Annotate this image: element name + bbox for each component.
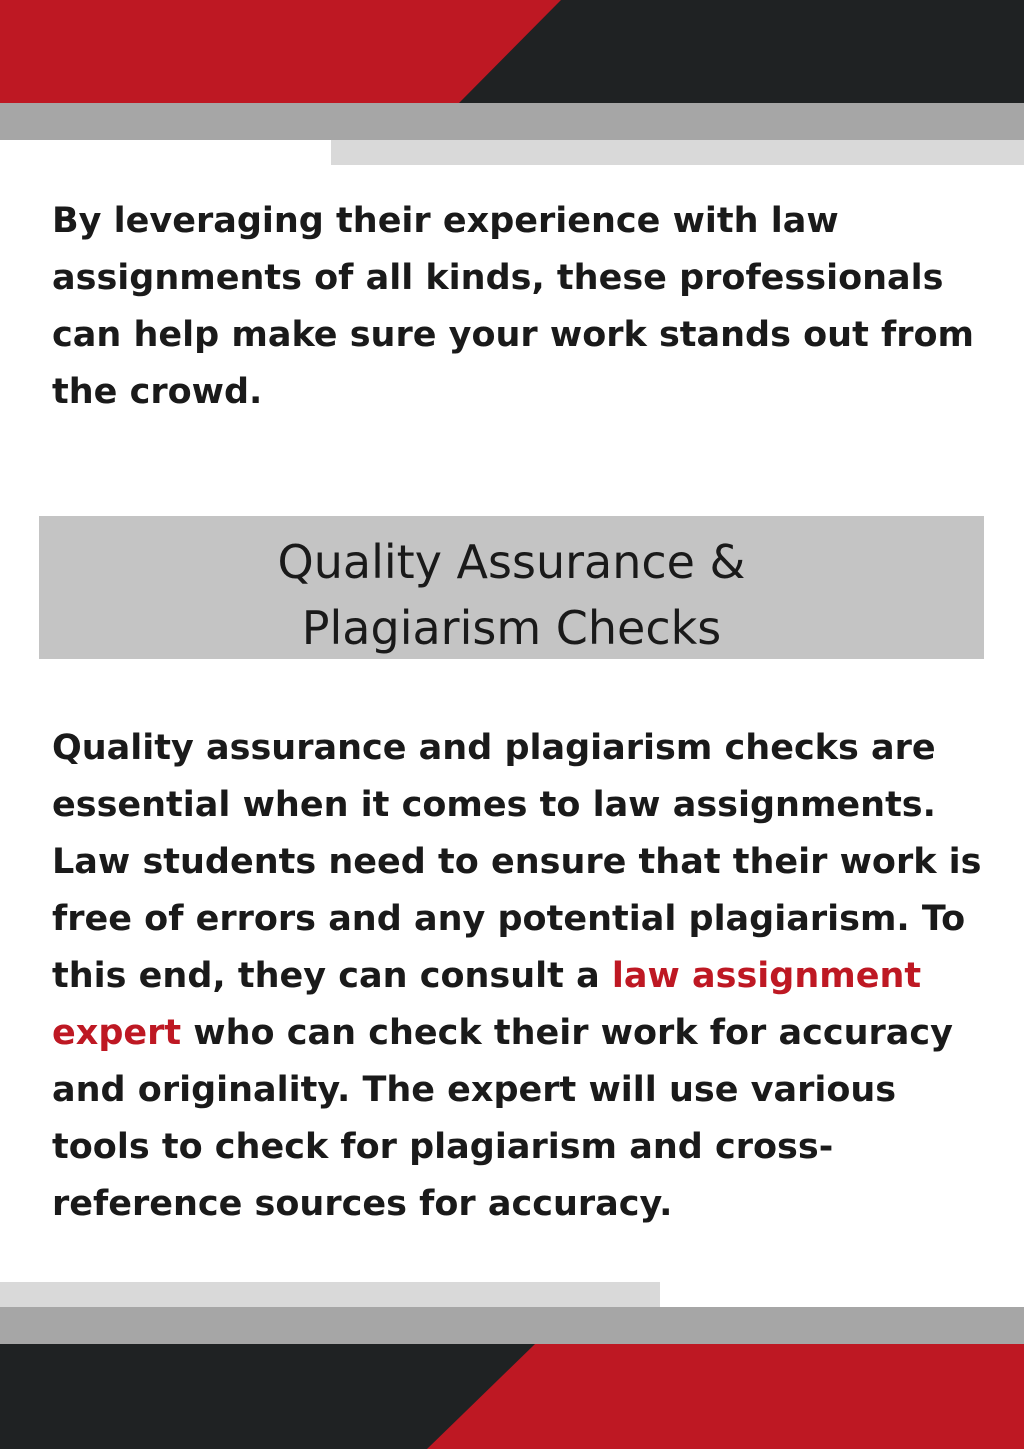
section-heading-line-1: Quality Assurance &: [277, 535, 746, 589]
top-light-gray-band: [331, 140, 1024, 165]
section-heading-box: [39, 516, 984, 659]
section-body-paragraph: [52, 720, 982, 1233]
body-text-after-link: who can check their work for accuracy and originality. The expert will use various tools to check for plagiarism and cross-reference sources for accuracy.: [52, 1013, 953, 1224]
bottom-gray-band: [0, 1307, 1024, 1344]
section-heading-line-2: Plagiarism Checks: [301, 601, 722, 655]
bottom-light-gray-band: [0, 1282, 660, 1307]
law-assignment-expert-link[interactable]: law assignment expert: [52, 956, 922, 1053]
intro-paragraph: By leveraging their experience with law assignments of all kinds, these professionals can help make sure your work stands out from the crowd.: [52, 201, 975, 412]
top-gray-band: [0, 103, 1024, 140]
body-text-before-link: Quality assurance and plagiarism checks are essential when it comes to law assignments. Law students need to ensure that their work is free of errors and any potential plagiarism. To this end, they can consult a: [52, 728, 982, 996]
